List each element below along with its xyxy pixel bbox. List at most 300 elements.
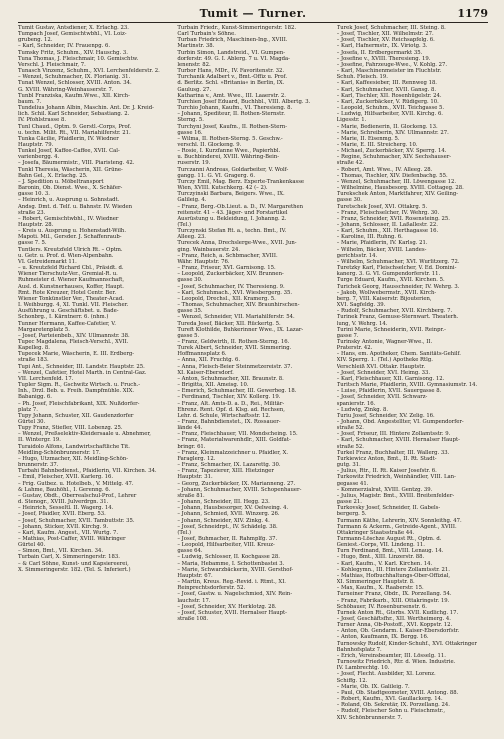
directory-entry: Faraglerg. 12.	[177, 455, 216, 462]
directory-entry: Gürtel 40.	[18, 542, 46, 549]
directory-entry: Turnowsky Rudolf, Kinder-Schuhf., XVI. Ottakringer	[336, 640, 477, 647]
directory-entry: – Franz, Kleinmalzzeichner u. Pfaidler, X.	[177, 449, 289, 456]
directory-entry: – Wilhelm, Schuhmacher, XVI. Wurlitzerg. 72.	[336, 258, 460, 265]
directory-entry: – Franz, Schneider, XVII. Rosensteing. 25.	[336, 215, 450, 222]
directory-entry: – Karl, Kaufm. Angest., VII. Wurtg. 7.	[18, 529, 119, 536]
directory-entry: straße 81.	[177, 492, 205, 499]
directory-entry: – Ludwig, Hilfsarbeiter, XVII. Kirchg. 6.	[336, 111, 443, 118]
directory-entry: – Erich, Vereinsbeamter, III. Lösselg. 11.	[336, 652, 446, 659]
directory-entry: – Luise, Pfaidlerin, XVII. Sauergasse 8.	[336, 388, 442, 395]
directory-entry: gegasse 41.	[336, 480, 369, 487]
directory-entry: – Josef, Pfaidler, XVII. Eberg. 53.	[18, 511, 106, 518]
directory-entry: Turbahi Bahnbedienst., Pfaidlerin, VII. Kirchen. 34.	[18, 468, 157, 475]
directory-entry: – Wenzel, Schuhmacher, III. Löwengasse 12.	[336, 178, 457, 185]
directory-entry: – Frig. Gutbez. u. Hotelbeb., V. Mittelg. 47.	[18, 480, 134, 487]
page-header	[18, 7, 488, 23]
directory-entry: – Brigitta, XII. Ameisg. 10.	[177, 382, 249, 389]
column-3	[337, 25, 488, 733]
directory-entry: – Paul, Ob. Stadtgeometer, XVIII. Antong. 88.	[336, 689, 459, 696]
directory-entry: kanerg. 3. G. VI. Gumpendorferstr. 11.	[336, 271, 441, 278]
directory-entry: Bahn Gel., X. Erlachg. 25.	[18, 172, 88, 179]
directory-entry: ging. Wainbauerstr. 24.	[177, 246, 241, 253]
directory-entry: – Kreis u. Ausprung u. Hohenstadt-Wilh.	[18, 228, 127, 235]
directory-entry: – Marie, E. III. Streicherg. 10.	[336, 141, 418, 148]
directory-entry: Turmann & Ackerm., Getreide-Agent., XVIII.	[336, 523, 457, 530]
directory-entry: – Julius, Magistr. Bmt., XVIII. Breitenfelder-	[336, 492, 455, 499]
directory-entry: Turinsky Antonie, Wagner-Wwe., II.	[336, 338, 433, 345]
directory-entry: gerichtsstr. 14.	[336, 252, 378, 259]
directory-entry: Turbin Simon, Landstreid., VI. Gumpen-	[177, 49, 286, 56]
directory-entry: Turiu Josef, Schneider, XV. Zelig. 16.	[336, 412, 435, 419]
directory-entry: Geniest.-Corps, VII. Lindeng. 11.	[336, 542, 425, 549]
directory-entry: Bahnhofsplatz 7.	[336, 646, 382, 653]
directory-entry: ruserstr. 19.	[177, 160, 211, 167]
directory-entry: Turbain Carl, X. Simmeringerstr. 183.	[18, 554, 120, 561]
directory-entry: Gaulusg. 27.	[177, 86, 212, 93]
directory-entry: – Josef, Tischler, XII. Wilhelmstr. 27.	[336, 31, 434, 38]
directory-entry: – Josef, Schneider, XV. Herklotzg. 28.	[177, 603, 277, 610]
directory-entry: – Johann, Schlosser, II. Laßallestr. 22.	[336, 222, 438, 228]
directory-entry: – Josef, Gastw. u. Nagelschmied, XIV. Rein-	[177, 591, 293, 598]
directory-entry: – Marie, Pfaidlerin, IV. Karlsg. 21.	[336, 240, 428, 247]
directory-entry: – Karl, Zuckerbäcker, V. Rüdigerg. 10.	[336, 98, 439, 105]
directory-entry: – Hans, em. Apotheker, Chem. Sanitäts-Gehilf.	[336, 351, 461, 358]
directory-entry: Turczy Emil, Mag. Berz. Experte-Trankenkasse	[177, 178, 305, 185]
directory-entry: – Anton, Ob. Gendarm. I. Kaiser-Ebersdorfstr.	[336, 628, 460, 635]
directory-entry: Tupec Magdalena, Fleisch-Verschl., XVII.	[18, 338, 129, 345]
directory-entry: Tupy Johann, Schuster, XII. Gaudenzdorfer	[18, 412, 134, 419]
directory-entry: platz 7.	[18, 406, 38, 413]
directory-entry: Ausführung u. Geschäftsbet. u. Bade-	[18, 308, 119, 315]
directory-entry: – Karl, Schneider, IV. Frauenpg. 6.	[18, 43, 111, 50]
directory-entry: Turmann Käthe, Lehrerin, XIV. Sonnleithg. 47.	[336, 517, 462, 524]
directory-entry: – Leopold, Schuhm., XVII. Teichgasse 5.	[336, 105, 445, 112]
directory-entry: – Ludwig, Zinkg. 8.	[336, 406, 389, 413]
directory-entry: – Karl, Schuhmacher, XVII. Gansg. 8.	[336, 86, 437, 93]
directory-entry: – Roland, Ob. Sekretär, IX. Porzellang. 24.	[336, 702, 450, 709]
directory-entry: – Johann, Spediteur, II. Rothen-Sternstr.	[177, 111, 285, 118]
directory-entry: Turmann-Löschze August Rt., Optm. d.	[336, 535, 442, 542]
directory-entry: reitenstr. 41 – 43. Jäger- und Forstartikel	[177, 209, 288, 216]
directory-entry: – Josef, Schuhmacher, XVII. Tambuttstr. 35.	[18, 517, 135, 524]
directory-entry: – Anton, Kaufmann, IX. Bergg. 16.	[336, 634, 429, 641]
directory-entry: Tunka Cäcilie, Pfaidlerin, IV. Wiedner	[18, 135, 119, 142]
directory-entry: – Mathias, Hofbuchhaltungs-Ober-Offizial,	[336, 572, 451, 579]
directory-entry: Tupi Ant., Schneider, III. Landstr. Hauptstr. 25.	[18, 363, 145, 370]
directory-entry: Meidling-Schönbrunnerstr. 17.	[18, 449, 101, 456]
directory-entry: – Karl, Maschinenmeister im Fluchtstr.	[336, 68, 442, 75]
column-2	[177, 25, 328, 733]
directory-entry: bringr. 61.	[177, 443, 206, 450]
directory-entry: lauchstr. 17.	[177, 597, 211, 604]
directory-entry: – Gustav, Obdt., Oberrealschul-Prof., Lehrer	[18, 492, 137, 499]
directory-entry: – Kohlegymn., III. Hintere Zollamtsstr. 21.	[336, 566, 450, 573]
directory-entry: Praterstr. 42.	[336, 345, 373, 352]
directory-entry: Inh., Drzl. Beb. u. Freih. Dampfmühle. XIX.	[18, 388, 135, 395]
directory-entry: gasse 21.	[336, 499, 362, 506]
directory-entry: Verschleiß XVI. Ottakr. Hauptstr.	[336, 363, 426, 370]
directory-entry: Turczanni Andreas, Goldarbeiter, V. Wolf-	[177, 166, 289, 173]
directory-entry: – Franz, Fleischhauer, VII. Mondscheing. 15.	[177, 431, 298, 438]
directory-entry: Tuna Thomas, J. Fleischmair, 10. Gemischtw.	[18, 55, 139, 62]
directory-entry: – Ferdinand, Tischler, XIV. Kollerg. 19.	[177, 394, 281, 401]
directory-entry: – Leopold, Zuckerbäcker, XIV. Brunnen-	[177, 271, 284, 278]
directory-entry: – Karl, Tischler, XII. Rosenhügelstr. 24.	[336, 92, 442, 99]
directory-entry: – Franz, Reich, a. Schbmacher, XVIII.	[177, 252, 278, 259]
directory-entry: lich. Schil. Karl Schneider, Sebastiang. 2.	[18, 111, 130, 118]
directory-entry: – Johann, Schuhmacher, XVIII. Schopenhauer-	[177, 486, 302, 493]
directory-entry: lung, V. Wehrg. 14.	[336, 320, 388, 327]
directory-entry: dorferstr. 49. G. I. Ablerg. 7 u. VI. Magda-	[177, 55, 290, 62]
running-header-title: Tumit — Turner.	[199, 7, 307, 20]
directory-entry: – Johann, Schmied, XVII. Winzerg. 26.	[177, 511, 280, 518]
directory-entry: Hauptstr. 31.	[177, 474, 213, 481]
directory-columns	[18, 25, 488, 733]
directory-entry: – Josef, Friseur, III. Hintere Zollamtsstr. 9.	[336, 431, 451, 438]
directory-entry: Turek Josef, Schuhmacher, III. Steing. 8.	[336, 25, 446, 31]
directory-entry: gasse 5.	[177, 332, 200, 339]
directory-entry: Turek Albert, Schneider, XVII. Simmering.	[177, 345, 292, 352]
directory-entry: – u. Kreutzfeld Richard Cbl., Präsidt. d.	[18, 265, 124, 272]
directory-entry: Schöbauer, IV. Rosenbursenstr. 6.	[336, 603, 427, 610]
column-1	[18, 25, 169, 733]
directory-entry: Hoffmannsplatz 6.	[177, 351, 227, 358]
directory-entry: – Karl, Schuhmacher, XVIII. Hernalser Haupt-	[336, 437, 460, 444]
directory-entry: X. Simmeringerstr. 182. (Tel. S. Inferiert.)	[18, 566, 131, 573]
directory-entry: – Franz, Geldwirth, II. Rothen-Sterng. 16.	[177, 338, 290, 345]
directory-entry: Turnek Anton Rt., Gtsrbs. XVII. Kudlichg. 17.	[336, 609, 459, 616]
directory-entry: – Franz, Berg.-Ob.Lieut. a. D., IV. Margarethen	[177, 203, 304, 210]
directory-entry: – Karl, Schuhm., XII. Herthagasse 16.	[336, 228, 439, 235]
directory-entry: Turetschek Josef, XVI. Ottakrg. 5.	[336, 203, 428, 210]
directory-entry: Turn Ferdinand, Bmt., VIII. Lenaug. 14.	[336, 548, 444, 555]
directory-entry: Turchyni Josef, Kaufm., II. Rothen-Stern-	[177, 123, 288, 130]
directory-entry: straße 183.	[18, 357, 49, 364]
directory-entry: gutg. 31.	[336, 462, 361, 469]
directory-entry: – Anna, XII. Fruchtg. 6.	[177, 357, 241, 364]
directory-entry: – Ph. Josef, Fleischfabrikant, XIX. Nußdorfer-	[18, 400, 140, 407]
directory-entry: Turecek Anna, Drechslerge-Wwe., XVII. Jun-	[177, 240, 297, 247]
directory-entry: Andsg. Dmt. d. Telf. u. Bahnstr. IV. Wieden	[18, 203, 133, 210]
directory-entry: Turner Anna, Ob-Postoff., XVI. Koppstr. 12.	[336, 622, 453, 629]
directory-entry: – Franz, Friseur, XVI. Garnisong. 15.	[177, 265, 276, 272]
directory-entry: XI. Kaiser-Ebersdorf.	[177, 369, 234, 376]
directory-entry: grubeng. 12.	[18, 37, 53, 44]
directory-entry: – Hugo, Bmt., XIII. Linzerstr. 88.	[336, 554, 425, 561]
directory-entry: spanierstr. 16.	[336, 400, 376, 407]
directory-entry: – Jakob, Wollwebermstr., XVII. Kirch-	[336, 289, 437, 296]
directory-entry: Tupler Sigm. R., Gschwitz Wirtsch. u. Fruch.-	[18, 382, 141, 389]
directory-entry: d. Berlitz. Schl. »Britania« in Berlin, IX.	[177, 80, 285, 87]
directory-entry: – Karl, Kaufm., V. Karl. Kirchen. 14.	[336, 560, 433, 567]
directory-entry: – Johann, Schneider, XIV. Zinkg. 4.	[177, 517, 270, 524]
directory-entry: – Karl, Fleischhauer, XII. Garnisong. 12.	[336, 375, 445, 382]
directory-entry: – Kommerzialrat, XVIII. Gentzg. 39.	[336, 486, 433, 493]
directory-entry: – Robert, Kaufm., XVI. Gaullackerg. 14.	[336, 696, 443, 703]
directory-entry: – Josef, Tischler, XV. Reichsapfelg. 6.	[336, 37, 435, 44]
directory-entry: – Hugo, Utzmacher, XII. Meidling-Schön-	[18, 455, 129, 462]
directory-entry: Lehr. d. Schule, Wirtschaftsstr. 12.	[177, 412, 271, 419]
directory-entry: Turbain Friedr., Kunst-Simmeringerstr. 182.	[177, 25, 297, 31]
directory-entry: – Josef, Buhmacher, II. Rahmplfg. 37.	[177, 535, 278, 542]
directory-entry: – Franz, Alt. Amts-D. a. D., Rei., Militär-	[177, 400, 285, 407]
directory-entry: straße 23.	[18, 209, 46, 216]
directory-entry: Hauptstr. 28.	[18, 222, 54, 228]
directory-entry: lenenstr. 82.	[177, 61, 211, 68]
directory-entry: Turchanik Adalbert v., Bmt.-Offiz u. Prof.	[177, 74, 288, 81]
directory-entry: Tundelius Johann Albin, Maschin. Ant. Dr. J. Kreid-	[18, 105, 154, 112]
directory-entry: XVI. Sagfeldg. 39.	[336, 302, 386, 309]
directory-entry: – Martin, Kreus. Reg.-Revid. i. Rtmt., XI.	[177, 579, 286, 586]
directory-entry: – Wenzel, Cafetier, Hotel Marth. in Central-Gaz.	[18, 369, 147, 376]
directory-entry: – Leopold, Hilfsarbeiter, VIII. Kreuz-	[177, 542, 275, 549]
directory-entry: (Tel.)	[177, 222, 192, 228]
directory-entry: Babanigg. 6.	[18, 394, 52, 401]
directory-entry: Alleeg. 23.	[177, 234, 206, 241]
directory-entry: – Wilhelmine, Hausbesorg. XVIII. Cottageg. 28.	[336, 185, 464, 192]
directory-entry: Tunner Hermann, Kaffee-Cafetier, V.	[18, 320, 116, 327]
directory-entry: Carl Turbain's Söhne.	[177, 31, 236, 38]
directory-entry: gasse 10. 3.	[18, 191, 50, 198]
directory-entry: – Heinrich, u. Ausprung u. Sohnstadt.	[18, 197, 120, 204]
directory-entry: Rmt. Rote Kreuzer, Hotel Centr. Ber.	[18, 289, 117, 296]
directory-entry: – Anna, Fleisch-Beier Steinmetzereistr. 37.	[177, 363, 293, 370]
directory-entry: – Marie, Bedienerin, II. Glockeng. 13.	[336, 123, 438, 130]
directory-entry: Turinek Franz, Gemuse-Sternwart. Theaterh.	[336, 314, 459, 321]
directory-entry: – Josef, Parteienbeb., XIV. Ullmannstr. 38.	[18, 332, 130, 339]
page-number: 1179	[457, 7, 488, 20]
directory-entry: VII. Lerchenfeld. 17.	[18, 375, 74, 382]
directory-entry: u. Buchbinderei, XVIII. Währing-Bein-	[177, 154, 280, 161]
directory-entry: Tunasch Vinzenz, Schuhm., XVI. Lerchenfelderstr. 2.	[18, 68, 160, 75]
directory-entry: Reinprechtsdorferstr. 52.	[177, 585, 246, 592]
directory-entry: – Josefine v., XVIII. Theresieng. 19.	[336, 55, 431, 62]
directory-entry: varienbergg. 4.	[18, 154, 60, 161]
directory-entry: – Marie, Ob. IX. Galileig. 7.	[336, 683, 410, 690]
directory-entry: Turaidolo Alfons, Landwirtschaftliche Tit.	[18, 443, 130, 450]
directory-entry: Tunkl Theresia, Wäscherin, XII. Grüne-	[18, 166, 123, 173]
directory-entry: – Wenzel, Schneider, VII. Mariahilferstr. 54.	[177, 314, 295, 321]
directory-entry: Turitsch Marie, Pfaidlerin, XVIII. Gymnasiumstr. 14.	[336, 382, 478, 389]
directory-entry: – Robert, Amt. Wwe., IV. Alleeg. 28.	[336, 166, 433, 173]
directory-entry: Kapelleg. 8.	[18, 345, 50, 352]
directory-entry: gasse 30.	[336, 197, 362, 204]
directory-entry: Verschl. J. Fleischmair, 7.	[18, 61, 86, 68]
directory-entry: Tureda Josef, Bäcker, XII. Rückertg. 5.	[177, 320, 281, 327]
directory-entry: – Johann, Schneider, III. Hegg. 23.	[177, 499, 270, 506]
directory-entry: Ottakringer Staatsstraße 44.	[336, 529, 415, 536]
directory-entry: IV. Pfohlstrasse 8.	[18, 117, 67, 124]
directory-entry: Turchio Johann, Kaufm., VI. Theresieng. 8.	[177, 105, 293, 112]
directory-entry: Mapoti. Mil., Gersder. J. Schaffenraub-	[18, 234, 122, 241]
directory-entry: baum. 7.	[18, 98, 42, 105]
directory-entry: – Wenzel, Schuhmacher, IX. Florianig. 31.	[18, 74, 131, 81]
directory-entry: Tunkel Josef, Kaffee-Caffee, XVII. Cal-	[18, 148, 120, 155]
directory-entry: Tunat Wenzel, Schlosser, XVIII. Anton. 34.	[18, 80, 132, 87]
directory-entry: – Franz, Materialwarenhdlr., XIII. Goldfat-	[177, 437, 291, 444]
directory-entry: Turneiner Franz, Obdr., IX. Porzellang. 54.	[336, 591, 452, 598]
directory-entry: VI. Getreidemarkt 11.	[18, 258, 77, 265]
directory-entry: Turczyinski Barbara, Beigers. Wwe., IX.	[177, 191, 285, 198]
directory-entry: straße 108.	[177, 616, 209, 622]
directory-entry: straße 52.	[336, 425, 364, 432]
directory-entry: Turichek Georg, Hausschneider, IV. Wehrg. 3.	[336, 283, 460, 290]
directory-entry: – Josef, Schuster, XVII. Hernalser Haupt-	[177, 609, 287, 616]
directory-entry: Tupy Franz, Stiefler, VIII. Lobenzg. 25.	[18, 425, 123, 432]
directory-entry: – Wilma, II. Rothen-Sterng. 5. Geschw.-	[177, 135, 283, 142]
directory-entry: Wiener Tonkünstler Ver., Theater-Acad.	[18, 295, 124, 302]
directory-entry: Währ. Hauptstr. 76.	[177, 258, 230, 265]
directory-entry: Tumsky Fritz, Schuhm., XIV. Hauschg. 3.	[18, 49, 128, 56]
directory-entry: Baronin, Ob. Dienst. Wwe., X. Schäfer-	[18, 185, 123, 192]
directory-entry: Turge Eduard, Kaufm., XVII. Kirchen. 5.	[336, 277, 445, 284]
directory-entry: Turini Marie, Schneiderin, XVII. Reinpr.-	[336, 326, 446, 333]
directory-entry: – Josef, Geschäftsfhr., XII. Wertheimerg. 4.	[336, 616, 451, 622]
directory-entry: – Wilhelm, Bäcker, XVIII. Landes-	[336, 246, 427, 253]
directory-entry: – Karl, Hafnermstr., IX. Viriotg. 3.	[336, 43, 428, 50]
directory-entry: – Josef, Schneidrpt., IV. Schädelg. 38.	[177, 523, 278, 530]
directory-entry: – Josefine, Fahrzeuge-Wwe., V. Kohlg. 27.	[336, 61, 448, 68]
directory-entry: Turczynski Stefan Rt. a., techn. Bmt., IV.	[177, 228, 287, 235]
directory-entry: Katharina v., Amt. Wwe., III. Laaerstr. 2.	[177, 92, 286, 99]
directory-entry: – Franz, Fabrikarb., XIII. Ottakringstr. 19.	[336, 597, 450, 604]
directory-entry: Schuh. Fleisch. 19.	[336, 74, 388, 81]
directory-entry: – Georg, Zuckerbäcker, IX. Marianneng. 27.	[177, 480, 296, 487]
directory-entry: bergerg. 5.	[336, 511, 367, 518]
directory-entry: XIV. Sperrg. 1. (Tel.) Apotheke Rtlg.	[336, 357, 433, 364]
directory-entry: d. Stenogr., XVIII. Julverdrgn. 31.	[18, 499, 109, 506]
directory-entry: Turban Friedrich, Maschinen-Ing., XVIII.	[177, 37, 288, 44]
directory-entry: – Franz, Bahnbdienstet., IX. Rossauer-	[177, 419, 281, 425]
directory-entry: gasse 35.	[177, 308, 203, 315]
directory-entry: Turetzky Karl, Fleischselcher, V. Ed. Domini-	[336, 265, 457, 272]
directory-entry: – Marie, II. Eisenmg. 5.	[336, 135, 400, 142]
directory-entry: – Karoline, III. Ruhng. 6.	[336, 234, 403, 241]
directory-entry: – Maria, Hebamme, I. Schottenbastei 3.	[177, 560, 285, 567]
directory-entry: Ausrüstung u. Bekleidung, I. Johanng. 2.	[177, 215, 287, 222]
directory-entry: – Josef, Schuhmacher, IV. Theresieng. 9.	[177, 283, 285, 290]
directory-entry: Ligesstr. 1.	[336, 117, 367, 124]
directory-entry: gasse 16.	[177, 129, 203, 136]
directory-entry: XIV. Schönbrunnerstr. 7.	[336, 714, 403, 721]
directory-entry: – Wenzel, Preßselektiv-Kleidersaale u. Abnehmer,	[18, 431, 151, 438]
directory-entry: Turkowitz Friedrich, Weinhändler, VIII. Lan-	[336, 474, 456, 481]
directory-entry: straße 52.	[336, 443, 364, 450]
directory-entry: – Karl, Schuhmach., XVI. Wiesbergerg. 35.	[177, 289, 293, 296]
directory-entry: Galileig. 4.	[177, 197, 207, 204]
directory-entry: Ausl. d. Kunstnerhauses, Koffer, Haupt.	[18, 283, 124, 290]
directory-entry: u. Getr. u. Prof. d. Wien-Alpenbahn.	[18, 252, 114, 259]
directory-entry: gasse 7. 5.	[18, 240, 47, 247]
directory-entry: Schonbrg., I. Kärntnerr. 6. (nhm.)	[18, 314, 109, 321]
directory-entry: – Josefa, Bäumermistr., VIII. Piaristeng. 42.	[18, 160, 135, 167]
directory-entry: – Johann, Sticker, XVII. Kirchg. 9.	[18, 523, 109, 530]
directory-entry: Turkiewicz Anton, Bmt., II. Rt. Stadt-	[336, 455, 437, 462]
directory-entry: lände 44.	[177, 425, 203, 432]
directory-entry: Wien, XVIII. Kutschkerg. 42 (– 2).	[177, 185, 268, 192]
header-rule	[18, 22, 488, 23]
directory-entry: Turbor Hans, MDr., IV. Favoritenstr. 32.	[177, 68, 285, 75]
directory-entry: – Leopold, Drechsl., XII. Kramerg. 5.	[177, 295, 276, 302]
directory-entry: – Rosie, I. Kurzfanne Wwe., Papierhbl.	[177, 148, 281, 155]
directory-entry: – Heinrich, Sesseltl. II. Wagerg. 14.	[18, 505, 114, 512]
directory-entry: II. Wintergr. 19.	[18, 437, 61, 444]
directory-entry: Tunbl Franziska, Kaufm.Wwe., XII. Kirch-	[18, 92, 130, 99]
directory-entry: Margaretenplatz 5.	[18, 326, 70, 333]
directory-entry: – Emil, Fleischer, XVII. Karlerg. 16.	[18, 474, 114, 481]
directory-entry: brunnerstr. 37.	[18, 462, 59, 469]
directory-entry: – Thomas, Tischler, XIV. Diefenbachg. 55.	[336, 172, 448, 179]
directory-entry: Sterng. 5.	[177, 117, 204, 124]
directory-entry: – Robert, Gemischtwbhl., IV. Wiedner	[18, 215, 119, 222]
directory-entry: – Mathias, Post-Caffer, XVIII. Währinger	[18, 535, 126, 542]
directory-entry: G. XVIII. Währing-Weinhauserstr. 7.	[18, 86, 114, 93]
directory-entry: – Johann, Hausbesorger, XV. Oelweing. 4.	[177, 505, 289, 512]
directory-entry: – J. Spedition u. Möbeltransport	[18, 178, 104, 185]
directory-entry: Turchien Josef Eduard, Buchhbl., VIII. Albertg. 3.	[177, 98, 311, 105]
directory-entry: Tumit Gustav, Antsdiener, X. Erlachg. 23.	[18, 25, 129, 31]
directory-entry: gasse 30.	[177, 277, 203, 284]
directory-entry: & Lahme, Bauhöhl., I. Gerenng. 6.	[18, 486, 111, 493]
directory-entry: Turkel Franz, Buchhalter, III. Wallerg. 33.	[336, 449, 450, 456]
directory-entry: – Josef, Flecht. Ausbilder, XI. Lorenz.	[336, 671, 436, 678]
directory-entry: – & Carl Söhne, Kunst- und Kapsiereerei,	[18, 560, 129, 567]
directory-entry: gasse 64.	[177, 548, 203, 555]
directory-entry: Hauptstr. 79.	[18, 141, 54, 148]
directory-entry: Ehrenz. Rent. Opf. d. Klsg. ad. Rechsen,	[177, 406, 285, 413]
directory-entry: Wiener Tierschutz-Ver., Gremial-R. u.	[18, 271, 118, 278]
directory-entry: – Josef, Schneider, XVI. Heimg. 33.	[336, 369, 431, 376]
directory-entry: Turekschek Anton, Marktfahrer, XIV. Geiling-	[336, 191, 459, 198]
directory-entry: – Josef, Schneider, XVII. Schwarz-	[336, 394, 428, 401]
directory-entry: berg. 7, VIII. Kaiserstr. Bijouterien,	[336, 295, 432, 302]
directory-entry: I. Weihburgg. 4, XI. Tunkl. VII. Fleischer.	[18, 302, 129, 309]
directory-entry: – Franz, Fleischselcher, IV. Wehrg. 30.	[336, 209, 440, 216]
directory-entry: – Karl, Kaffeesieber, III. Rennweg 18.	[336, 80, 437, 87]
directory-entry: Ruhmeister d. Wiener Kaufmannschaft,	[18, 277, 125, 284]
directory-entry: Schiffg. 12.	[336, 677, 368, 684]
directory-entry: – Max, Kaufm., X. Raaberstr. 15.	[336, 585, 424, 592]
directory-entry: Tupecek Marie, Wäscherin, E. III. Erdberg-	[18, 351, 135, 358]
directory-entry: Hauptstr. 67.	[177, 572, 213, 579]
directory-entry: (Tel.)	[177, 529, 192, 536]
directory-entry: – Franz, Tapezierer, XIII. Hietzinger	[177, 468, 274, 475]
directory-entry: Martinstr. 38.	[177, 43, 215, 50]
directory-entry: XI. Simmeringer Hauptstr. 8.	[336, 579, 415, 586]
directory-entry: – Marie, Schreiberin, XIV. Ullmannstr. 27.	[336, 129, 449, 136]
directory-entry: – Anton, Schuhmacher, XII. Braunstr. 8.	[177, 375, 284, 382]
directory-entry: – Regine, Schuhmacher, XIV. Sechshauser-	[336, 154, 452, 161]
directory-entry: Tuntlers. Kreutzfeld Ulrich Rt. – Optm.	[18, 246, 123, 253]
directory-entry: Tunl Chaud., Optm. 9. Gerstl.-Corps, Prof.	[18, 123, 132, 130]
directory-entry: Turkovsky Josef, Schneider, II. Gabels-	[336, 505, 441, 512]
directory-entry: Turnowitz Friedrich, Rtr. d. Wien. Industrie.	[336, 659, 456, 666]
directory-entry: – Michael, Zuckerbäcker, XV. Sperrg. 14.	[336, 148, 447, 155]
directory-entry: – Josefa, II. Erdbergermarkt 35.	[336, 49, 423, 56]
directory-entry: – Rudolf, Schuhmacher, XVII. Kirchberg. 7.	[336, 308, 453, 315]
directory-entry: – Thomas, Schuhmacher, XIV. Braunhirschen-	[177, 302, 300, 309]
directory-entry: – Ludwig, Schlosser, II. Kochgasse 28.	[177, 554, 280, 561]
directory-entry: straße 42.	[336, 160, 364, 167]
directory-entry: u. techn. Milit. Rt., VII. Mariahilferstr. 21.	[18, 129, 131, 136]
directory-entry: – Rudolf, Fleischer Sohn u. Fleischmstr.,	[336, 708, 446, 715]
directory-entry: – Emerich, Schuhmacher, III. Gewerbeg. 18.	[177, 388, 297, 395]
directory-entry: verschl. II. Glockeng. 9.	[177, 141, 242, 148]
directory-entry: IV. Lambrechtg. 10.	[336, 665, 390, 672]
directory-entry: – Franz, Schmacher, IX. Lazarettg. 30.	[177, 462, 281, 469]
directory-entry: – Johann, Obd. Angestellter, VI. Gumpendorfer-	[336, 419, 464, 425]
directory-entry: Tureft Klothilde, Buhkerinner Wwe., IX. Lazar-	[177, 326, 304, 333]
